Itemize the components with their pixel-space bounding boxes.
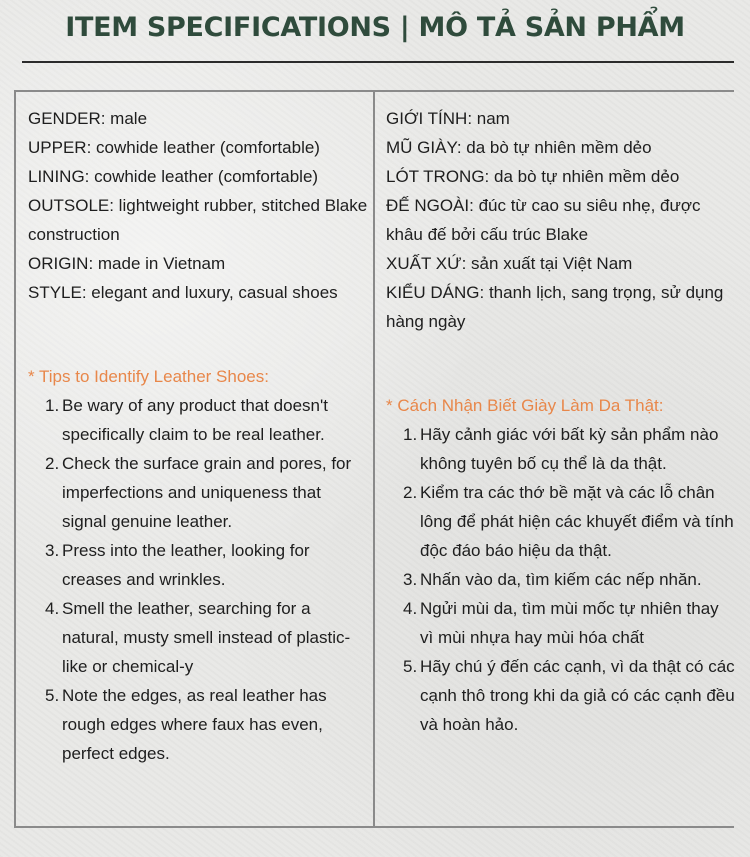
list-item: 5. Note the edges, as real leather has rough edges where faux has even, perfect edges.: [45, 686, 327, 763]
tips-title: * Cách Nhận Biết Giày Làm Da Thật:: [386, 396, 664, 415]
spec-style: KIỂU DÁNG: thanh lịch, sang trọng, sử dụng hàng ngày: [386, 283, 724, 331]
spec-origin: XUẤT XỨ: sản xuất tại Việt Nam: [386, 254, 633, 273]
spec-upper: MŨ GIÀY: da bò tự nhiên mềm dẻo: [386, 138, 652, 157]
spec-style: STYLE: elegant and luxury, casual shoes: [28, 283, 338, 302]
spec-outsole: ĐẾ NGOÀI: đúc từ cao su siêu nhẹ, được khâu đế bởi cấu trúc Blake: [386, 196, 701, 244]
spec-lining: LINING: cowhide leather (comfortable): [28, 167, 319, 186]
list-item: 2. Kiểm tra các thớ bề mặt và các lỗ chân lông để phát hiện các khuyết điểm và tính độc đáo báo hiệu da thật.: [403, 483, 734, 560]
spec-upper: UPPER: cowhide leather (comfortable): [28, 138, 320, 157]
list-item: 3. Press into the leather, looking for creases and wrinkles.: [45, 541, 310, 589]
title-underline: [22, 61, 734, 63]
list-item: 3. Nhấn vào da, tìm kiếm các nếp nhăn.: [403, 570, 702, 589]
spec-origin: ORIGIN: made in Vietnam: [28, 254, 226, 273]
spec-lining: LÓT TRONG: da bò tự nhiên mềm dẻo: [386, 167, 680, 186]
vietnamese-column: [386, 104, 736, 739]
tips-list: [386, 420, 736, 739]
tips-list: [28, 391, 368, 768]
spec-gender: GIỚI TÍNH: nam: [386, 109, 510, 128]
english-column: [28, 104, 368, 768]
list-item: 2. Check the surface grain and pores, for imperfections and uniqueness that signal genuine leather.: [45, 454, 352, 531]
list-item: 1. Be wary of any product that doesn't specifically claim to be real leather.: [45, 396, 328, 444]
spec-gender: GENDER: male: [28, 109, 148, 128]
spec-outsole: OUTSOLE: lightweight rubber, stitched Blake construction: [28, 196, 368, 244]
list-item: 1. Hãy cảnh giác với bất kỳ sản phẩm nào không tuyên bố cụ thể là da thật.: [403, 425, 719, 473]
list-item: 4. Ngửi mùi da, tìm mùi mốc tự nhiên thay vì mùi nhựa hay mùi hóa chất: [403, 599, 719, 647]
page-title: ITEM SPECIFICATIONS | MÔ TẢ SẢN PHẨM: [65, 12, 685, 43]
list-item: 5. Hãy chú ý đến các cạnh, vì da thật có các cạnh thô trong khi da giả có các cạnh đều và hoàn hảo.: [403, 657, 735, 734]
column-divider: [373, 90, 375, 828]
list-item: 4. Smell the leather, searching for a natural, musty smell instead of plastic-like or chemical-y: [45, 599, 351, 676]
tips-title: * Tips to Identify Leather Shoes:: [28, 367, 269, 386]
